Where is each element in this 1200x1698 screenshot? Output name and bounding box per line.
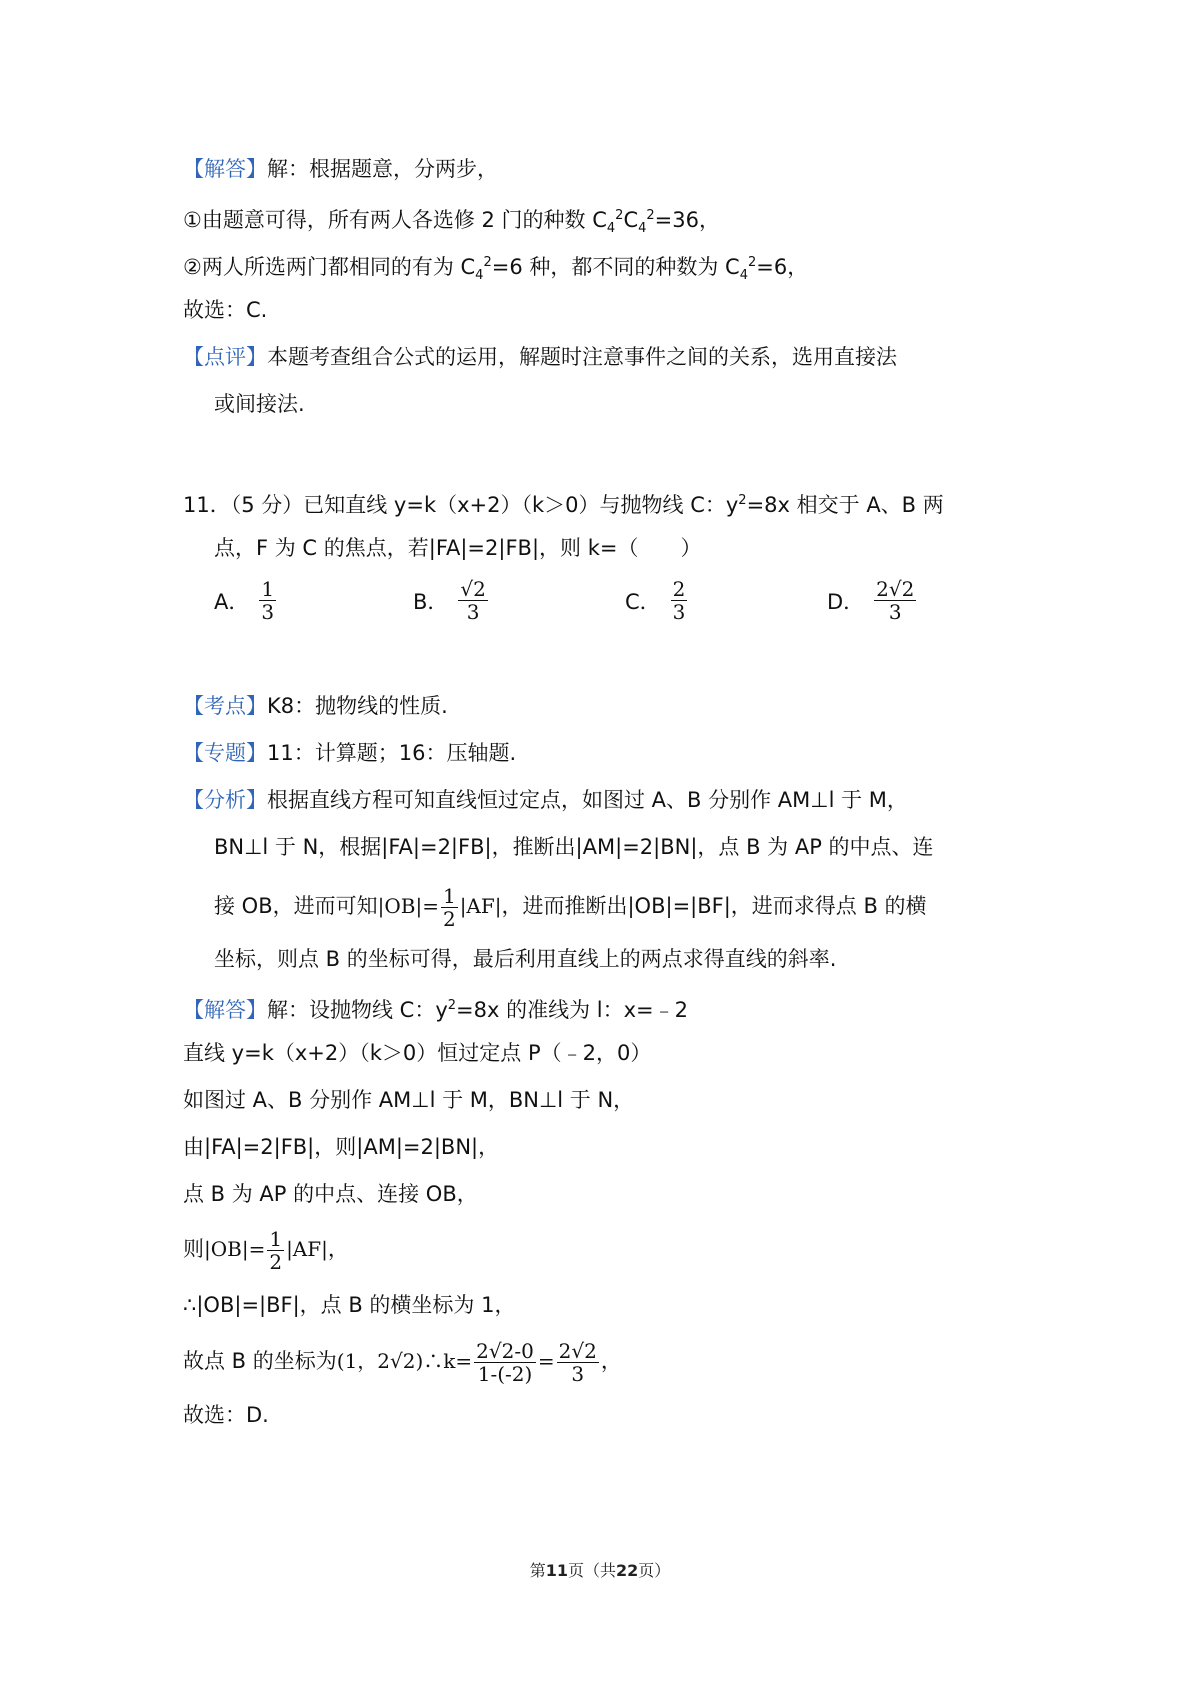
- jieda-line9: 故选：D.: [183, 1403, 269, 1427]
- kaodian-tag: 【考点】: [183, 694, 267, 718]
- option-d-fraction: $\frac{2√2}{3}$: [876, 577, 915, 624]
- option-b-fraction: $\frac{√2}{3}$: [460, 577, 486, 624]
- zhuanti-line: 【专题】11：计算题；16：压轴题.: [183, 741, 517, 765]
- option-c-fraction: $\frac{2}{3}$: [672, 577, 686, 624]
- fenxi-tag: 【分析】: [183, 788, 267, 812]
- jieda-line3: 如图过 A、B 分别作 AM⊥l 于 M，BN⊥l 于 N，: [183, 1088, 635, 1112]
- prev-solution-line3: ②两人所选两门都相同的有为 $C_4^2=6$ 种，都不同的种数为 $C_4^2=6$，: [183, 255, 809, 284]
- solution-tag: 【解答】: [183, 157, 267, 181]
- question-line2: 点，F 为 C 的焦点，若|FA|=2|FB|，则 k=（ ）: [214, 536, 702, 560]
- fenxi-line1: 【分析】根据直线方程可知直线恒过定点，如图过 A、B 分别作 AM⊥l 于 M，: [183, 788, 908, 812]
- ob-eq-half-af: |OB|= $\frac{1}{2}$ |AF|: [377, 884, 502, 931]
- prev-solution-line4: 故选：C.: [183, 298, 268, 322]
- slope-formula: (1，2√2)∴k= $\frac{2√2-0}{1-(-2)}$ = $\frac{2√2}{3}$: [336, 1339, 597, 1386]
- kaodian-line: 【考点】K8：抛物线的性质.: [183, 694, 448, 718]
- jieda-tag: 【解答】: [183, 998, 267, 1022]
- page-footer: 第11页（共22页）: [529, 1561, 671, 1580]
- question-line1: 11．（5 分）已知直线 y=k（x+2）（k＞0）与抛物线 C：$y^2=8x$ 相交于 A、B 两: [183, 493, 944, 517]
- option-a: A． $\frac{1}{3}$: [214, 577, 275, 624]
- fenxi-line4: 坐标，则点 B 的坐标可得，最后利用直线上的两点求得直线的斜率.: [214, 947, 837, 971]
- fenxi-line2: BN⊥l 于 N，根据|FA|=2|FB|，推断出|AM|=2|BN|，点 B 为 AP 的中点、连: [214, 835, 934, 859]
- option-b: B． $\frac{√2}{3}$: [413, 577, 486, 624]
- option-d: D． $\frac{2√2}{3}$: [827, 577, 915, 624]
- prev-comment-line2: 或间接法.: [214, 392, 305, 416]
- option-c: C． $\frac{2}{3}$: [625, 577, 686, 624]
- jieda-line1: 【解答】解：设抛物线 C：$y^2=8x$ 的准线为 l：x=﹣2: [183, 998, 688, 1022]
- prev-solution-line2: ①由题意可得，所有两人各选修 2 门的种数 $C_4^2C_4^2=36$，: [183, 208, 720, 237]
- ob-eq-half-af-2: |OB|= $\frac{1}{2}$ |AF|: [204, 1227, 328, 1274]
- prev-solution-line1: 【解答】解：根据题意，分两步，: [183, 157, 498, 181]
- jieda-line2: 直线 y=k（x+2）（k＞0）恒过定点 P（﹣2，0）: [183, 1041, 652, 1065]
- fenxi-line3: 接 OB，进而可知|OB|= $\frac{1}{2}$ |AF|，进而推断出|OB|=|BF|，进而求得点 B 的横: [214, 884, 927, 931]
- jieda-line5: 点 B 为 AP 的中点、连接 OB，: [183, 1182, 478, 1206]
- jieda-line4: 由|FA|=2|FB|，则|AM|=2|BN|，: [183, 1135, 500, 1159]
- jieda-line8: 故点 B 的坐标为(1，2√2)∴k= $\frac{2√2-0}{1-(-2)}$ = $\frac{2√2}{3}$ ，: [183, 1339, 622, 1386]
- jieda-line7: ∴|OB|=|BF|，点 B 的横坐标为 1，: [183, 1293, 516, 1317]
- prev-comment-line1: 【点评】本题考查组合公式的运用，解题时注意事件之间的关系，选用直接法: [183, 345, 897, 369]
- option-a-fraction: $\frac{1}{3}$: [261, 577, 275, 624]
- comment-tag: 【点评】: [183, 345, 267, 369]
- jieda-line6: 则|OB|= $\frac{1}{2}$ |AF|，: [183, 1227, 349, 1274]
- zhuanti-tag: 【专题】: [183, 741, 267, 765]
